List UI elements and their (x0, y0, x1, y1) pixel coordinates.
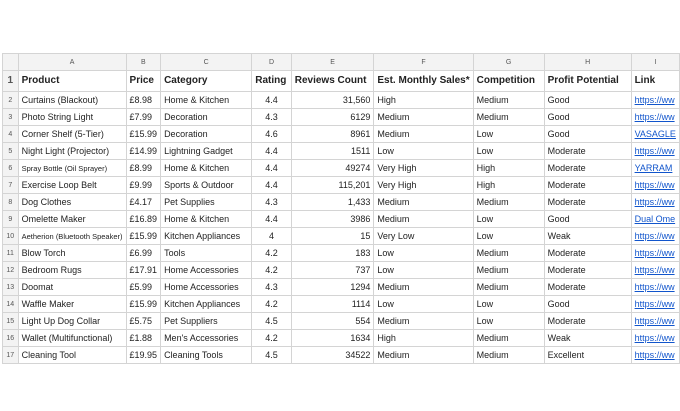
table-cell[interactable]: 4.4 (252, 160, 292, 177)
column-header[interactable]: F (374, 54, 473, 71)
table-cell[interactable]: Curtains (Blackout) (18, 92, 126, 109)
table-cell[interactable]: Decoration (161, 126, 252, 143)
table-cell[interactable]: Men's Accessories (161, 330, 252, 347)
table-cell[interactable]: Home Accessories (161, 279, 252, 296)
table-cell[interactable]: 8961 (291, 126, 374, 143)
table-cell[interactable]: Waffle Maker (18, 296, 126, 313)
table-cell[interactable]: Low (473, 126, 544, 143)
table-cell[interactable]: Medium (473, 330, 544, 347)
table-cell[interactable]: £8.98 (126, 92, 161, 109)
row-number[interactable]: 9 (3, 211, 19, 228)
table-row (3, 296, 680, 313)
link-cell[interactable]: https://ww (631, 330, 679, 347)
table-cell[interactable]: Bedroom Rugs (18, 262, 126, 279)
table-cell[interactable]: 4.6 (252, 126, 292, 143)
table-cell[interactable]: Medium (374, 347, 473, 364)
table-cell[interactable]: Moderate (544, 143, 631, 160)
table-cell[interactable]: Moderate (544, 262, 631, 279)
table-cell[interactable]: 1294 (291, 279, 374, 296)
table-row (3, 313, 680, 330)
link-cell[interactable]: https://ww (631, 92, 679, 109)
table-cell[interactable]: Cleaning Tool (18, 347, 126, 364)
table-cell[interactable]: Exercise Loop Belt (18, 177, 126, 194)
link-cell[interactable]: https://ww (631, 143, 679, 160)
table-cell[interactable]: Low (473, 211, 544, 228)
table-cell[interactable]: Doomat (18, 279, 126, 296)
table-row (3, 330, 680, 347)
header-cell[interactable]: Profit Potential (544, 71, 631, 92)
table-cell[interactable]: Photo String Light (18, 109, 126, 126)
header-cell[interactable]: Competition (473, 71, 544, 92)
table-cell[interactable]: Medium (473, 262, 544, 279)
table-row (3, 347, 680, 364)
table-cell[interactable]: Low (473, 296, 544, 313)
table-cell[interactable]: Very High (374, 177, 473, 194)
link-cell[interactable]: https://ww (631, 313, 679, 330)
table-cell[interactable]: Home Accessories (161, 262, 252, 279)
table-cell[interactable]: 31,560 (291, 92, 374, 109)
table-cell[interactable]: 4.5 (252, 347, 292, 364)
table-cell[interactable]: Low (374, 296, 473, 313)
table-cell[interactable]: Weak (544, 330, 631, 347)
link-cell[interactable]: YARRAM (631, 160, 679, 177)
column-header[interactable]: H (544, 54, 631, 71)
table-cell[interactable]: Tools (161, 245, 252, 262)
table-cell[interactable]: Pet Supplies (161, 194, 252, 211)
column-header[interactable]: E (291, 54, 374, 71)
table-cell[interactable]: Moderate (544, 313, 631, 330)
table-cell[interactable]: 1,433 (291, 194, 374, 211)
table-cell[interactable]: Good (544, 296, 631, 313)
table-cell[interactable]: Medium (374, 126, 473, 143)
table-cell[interactable]: £9.99 (126, 177, 161, 194)
row-number[interactable]: 15 (3, 313, 19, 330)
table-cell[interactable]: £6.99 (126, 245, 161, 262)
table-row (3, 177, 680, 194)
table-row (3, 211, 680, 228)
table-cell[interactable]: £17.91 (126, 262, 161, 279)
column-header[interactable]: D (252, 54, 292, 71)
table-cell[interactable]: Lightning Gadget (161, 143, 252, 160)
header-cell[interactable]: Category (161, 71, 252, 92)
table-cell[interactable]: Moderate (544, 245, 631, 262)
table-cell[interactable]: 1114 (291, 296, 374, 313)
table-cell[interactable]: Decoration (161, 109, 252, 126)
link-cell[interactable]: https://ww (631, 262, 679, 279)
header-cell[interactable]: Link (631, 71, 679, 92)
table-cell[interactable]: 737 (291, 262, 374, 279)
table-cell[interactable]: 1634 (291, 330, 374, 347)
table-cell[interactable]: 4.2 (252, 296, 292, 313)
row-number[interactable]: 2 (3, 92, 19, 109)
table-cell[interactable]: Moderate (544, 177, 631, 194)
table-cell[interactable]: Omelette Maker (18, 211, 126, 228)
table-cell[interactable]: Weak (544, 228, 631, 245)
table-cell[interactable]: Blow Torch (18, 245, 126, 262)
link-cell[interactable]: https://ww (631, 194, 679, 211)
table-cell[interactable]: Medium (473, 92, 544, 109)
row-number[interactable]: 3 (3, 109, 19, 126)
table-row (3, 92, 680, 109)
table-row (3, 245, 680, 262)
table-cell[interactable]: Medium (374, 279, 473, 296)
table-cell[interactable]: Low (374, 143, 473, 160)
table-cell[interactable]: Very High (374, 160, 473, 177)
table-cell[interactable]: Medium (473, 109, 544, 126)
table-cell[interactable]: Low (473, 228, 544, 245)
table-cell[interactable]: Good (544, 211, 631, 228)
table-row (3, 143, 680, 160)
table-cell[interactable]: Low (374, 245, 473, 262)
table-cell[interactable]: Corner Shelf (5-Tier) (18, 126, 126, 143)
column-header[interactable]: I (631, 54, 679, 71)
row-number[interactable]: 8 (3, 194, 19, 211)
table-cell[interactable]: Good (544, 126, 631, 143)
column-header[interactable]: G (473, 54, 544, 71)
table-cell[interactable]: High (473, 160, 544, 177)
table-cell[interactable]: 4.5 (252, 313, 292, 330)
table-cell[interactable]: Medium (473, 245, 544, 262)
header-cell[interactable]: Price (126, 71, 161, 92)
table-cell[interactable]: 183 (291, 245, 374, 262)
table-cell[interactable]: Medium (473, 347, 544, 364)
table-cell[interactable]: Medium (473, 279, 544, 296)
link-cell[interactable]: VASAGLE (631, 126, 679, 143)
row-number[interactable]: 6 (3, 160, 19, 177)
column-header[interactable]: C (161, 54, 252, 71)
column-header[interactable]: A (18, 54, 126, 71)
table-cell[interactable]: Kitchen Appliances (161, 296, 252, 313)
table-cell[interactable]: Moderate (544, 160, 631, 177)
table-cell[interactable]: Cleaning Tools (161, 347, 252, 364)
table-cell[interactable]: Medium (374, 313, 473, 330)
table-cell[interactable]: £4.17 (126, 194, 161, 211)
link-cell[interactable]: Dual Ome (631, 211, 679, 228)
table-cell[interactable]: 4.3 (252, 279, 292, 296)
table-cell[interactable]: 4.4 (252, 92, 292, 109)
table-cell[interactable]: £1.88 (126, 330, 161, 347)
table-row (3, 262, 680, 279)
table-cell[interactable]: 4.2 (252, 245, 292, 262)
table-cell[interactable]: Light Up Dog Collar (18, 313, 126, 330)
table-cell[interactable]: Medium (374, 109, 473, 126)
table-cell[interactable]: Low (473, 143, 544, 160)
table-row (3, 194, 680, 211)
table-cell[interactable]: 15 (291, 228, 374, 245)
row-number[interactable]: 16 (3, 330, 19, 347)
table-cell[interactable]: £15.99 (126, 296, 161, 313)
table-cell[interactable]: £5.99 (126, 279, 161, 296)
link-cell[interactable]: https://ww (631, 177, 679, 194)
table-cell[interactable]: 4.4 (252, 211, 292, 228)
table-cell[interactable]: 4.3 (252, 109, 292, 126)
row-number[interactable]: 11 (3, 245, 19, 262)
header-cell[interactable]: Product (18, 71, 126, 92)
table-cell[interactable]: Low (374, 262, 473, 279)
table-cell[interactable]: £5.75 (126, 313, 161, 330)
column-header[interactable]: B (126, 54, 161, 71)
row-number[interactable]: 4 (3, 126, 19, 143)
link-cell[interactable]: https://ww (631, 109, 679, 126)
table-cell[interactable]: £7.99 (126, 109, 161, 126)
table-cell[interactable]: Spray Bottle (Oil Sprayer) (18, 160, 126, 177)
table-cell[interactable]: Dog Clothes (18, 194, 126, 211)
row-number[interactable]: 1 (3, 71, 19, 92)
table-cell[interactable]: 6129 (291, 109, 374, 126)
link-cell[interactable]: https://ww (631, 279, 679, 296)
table-row (3, 279, 680, 296)
table-row (3, 109, 680, 126)
table-cell[interactable]: Aetherion (Bluetooth Speaker) (18, 228, 126, 245)
table-cell[interactable]: Kitchen Appliances (161, 228, 252, 245)
row-number[interactable]: 13 (3, 279, 19, 296)
table-cell[interactable]: Medium (374, 194, 473, 211)
table-cell[interactable]: Low (473, 313, 544, 330)
table-cell[interactable]: Sports & Outdoor (161, 177, 252, 194)
table-cell[interactable]: £15.99 (126, 228, 161, 245)
table-cell[interactable]: High (473, 177, 544, 194)
row-number[interactable]: 10 (3, 228, 19, 245)
table-cell[interactable]: Moderate (544, 194, 631, 211)
table-cell[interactable]: £16.89 (126, 211, 161, 228)
table-cell[interactable]: 3986 (291, 211, 374, 228)
table-cell[interactable]: Very Low (374, 228, 473, 245)
table-cell[interactable]: 4.3 (252, 194, 292, 211)
table-cell[interactable]: £15.99 (126, 126, 161, 143)
link-cell[interactable]: https://ww (631, 296, 679, 313)
row-number[interactable]: 14 (3, 296, 19, 313)
table-cell[interactable]: Home & Kitchen (161, 92, 252, 109)
row-number[interactable]: 12 (3, 262, 19, 279)
table-cell[interactable]: 4 (252, 228, 292, 245)
header-cell[interactable]: Rating (252, 71, 292, 92)
table-cell[interactable]: 34522 (291, 347, 374, 364)
table-cell[interactable]: Medium (374, 211, 473, 228)
table-cell[interactable]: 4.4 (252, 177, 292, 194)
table-cell[interactable]: Good (544, 92, 631, 109)
table-cell[interactable]: Night Light (Projector) (18, 143, 126, 160)
spreadsheet-table (2, 53, 680, 364)
select-all-corner[interactable] (3, 54, 19, 71)
table-cell[interactable]: £8.99 (126, 160, 161, 177)
table-row (3, 126, 680, 143)
table-cell[interactable]: High (374, 92, 473, 109)
link-cell[interactable]: https://ww (631, 347, 679, 364)
column-header-row (3, 54, 680, 71)
table-cell[interactable]: Excellent (544, 347, 631, 364)
link-cell[interactable]: https://ww (631, 228, 679, 245)
table-cell[interactable]: Home & Kitchen (161, 211, 252, 228)
header-row (3, 71, 680, 92)
table-cell[interactable]: 4.2 (252, 262, 292, 279)
table-cell[interactable]: 4.4 (252, 143, 292, 160)
table-row (3, 160, 680, 177)
table-cell[interactable]: 4.2 (252, 330, 292, 347)
table-cell[interactable]: £14.99 (126, 143, 161, 160)
header-cell[interactable]: Reviews Count (291, 71, 374, 92)
table-cell[interactable]: £19.95 (126, 347, 161, 364)
spreadsheet-grid (2, 53, 680, 364)
table-cell[interactable]: Good (544, 109, 631, 126)
link-cell[interactable]: https://ww (631, 245, 679, 262)
table-cell[interactable]: Home & Kitchen (161, 160, 252, 177)
table-cell[interactable]: High (374, 330, 473, 347)
table-cell[interactable]: 1511 (291, 143, 374, 160)
table-cell[interactable]: Moderate (544, 279, 631, 296)
table-cell[interactable]: Wallet (Multifunctional) (18, 330, 126, 347)
table-cell[interactable]: Pet Suppliers (161, 313, 252, 330)
table-cell[interactable]: Medium (473, 194, 544, 211)
row-number[interactable]: 5 (3, 143, 19, 160)
row-number[interactable]: 17 (3, 347, 19, 364)
table-cell[interactable]: 49274 (291, 160, 374, 177)
table-cell[interactable]: 554 (291, 313, 374, 330)
table-row (3, 228, 680, 245)
header-cell[interactable]: Est. Monthly Sales* (374, 71, 473, 92)
table-cell[interactable]: 115,201 (291, 177, 374, 194)
row-number[interactable]: 7 (3, 177, 19, 194)
